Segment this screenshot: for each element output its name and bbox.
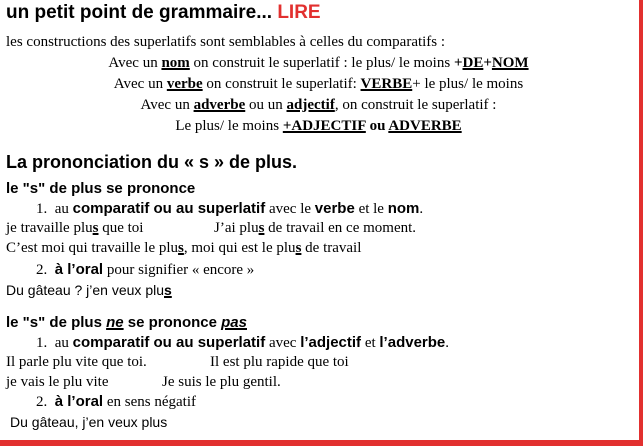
- s1-item1-g: .: [419, 201, 424, 217]
- rule-nom-nom: NOM: [491, 55, 529, 71]
- s2-item1-e: et: [361, 335, 380, 351]
- section2-example1-right: Il est plu rapide que toi: [210, 354, 349, 370]
- s2-item1-f: l’adverbe: [379, 334, 446, 351]
- s1-item1-b: comparatif ou au superlatif: [72, 200, 266, 217]
- rule-adv-u2: adjectif: [286, 97, 335, 113]
- s1-ex2-b: , moi qui est le plu: [183, 240, 296, 256]
- s1-item1-d: verbe: [314, 200, 355, 217]
- s2-item1-d: l’adjectif: [300, 334, 362, 351]
- s2-item1-b: comparatif ou au superlatif: [72, 334, 266, 351]
- s1-ex1-d: de travail en ce moment.: [264, 220, 417, 236]
- s2-pas: pas: [221, 314, 247, 331]
- section1-example1-right: [214, 220, 416, 237]
- section1-example2: [6, 240, 361, 257]
- rule-adv-a: Avec un: [140, 97, 194, 113]
- s1-item2-b: pour signifier « encore »: [103, 262, 255, 278]
- rule-adverbe: [0, 97, 637, 114]
- s2-item2-a: à l’oral: [54, 393, 104, 410]
- rule-adj-ou: ou: [365, 118, 389, 134]
- rule-nom-plus1: +: [453, 55, 463, 71]
- s2-item1-g: .: [445, 335, 450, 351]
- s1-ex2-c: de travail: [301, 240, 362, 256]
- rule-adj-adv: ADVERBE: [388, 118, 462, 134]
- rule-adjectif: [0, 118, 637, 135]
- s1-item1-e: et le: [354, 201, 388, 217]
- s2-title-b: se prononce: [123, 314, 222, 331]
- s1-ex2-s2: s: [295, 240, 302, 256]
- s1-ex3-a: Du gâteau ? j’en veux plu: [6, 282, 164, 298]
- section2-item2: [36, 393, 196, 411]
- s1-item1-f: nom: [387, 200, 420, 217]
- title-text: un petit point de grammaire...: [6, 2, 273, 23]
- page-title: [6, 2, 321, 24]
- rule-nom-b: on construit le superlatif : le plus/ le moins: [189, 55, 454, 71]
- s1-ex1-b: que toi: [98, 220, 144, 236]
- s2-title-a: le "s" de plus: [6, 314, 107, 331]
- rule-verbe-b: on construit le superlatif:: [202, 76, 361, 92]
- rule-nom-de: DE: [462, 55, 484, 71]
- rule-verbe-u1: verbe: [166, 76, 203, 92]
- section-heading: La prononciation du « s » de plus.: [6, 152, 298, 172]
- rule-adv-c: , on construit le superlatif :: [334, 97, 497, 113]
- s2-ne: ne: [106, 314, 124, 331]
- s1-item1-num: 1.: [36, 201, 48, 217]
- rule-nom: [0, 55, 637, 72]
- section1-item1: [36, 200, 423, 218]
- section1-title: le "s" de plus se prononce: [6, 180, 196, 197]
- s1-item1-a: au: [54, 201, 73, 217]
- s1-item1-c: avec le: [265, 201, 315, 217]
- rule-nom-a: Avec un: [108, 55, 162, 71]
- s1-ex1-s2: s: [258, 220, 265, 236]
- section2-item1: [36, 334, 449, 352]
- s1-ex2-s: s: [178, 240, 184, 256]
- section1-item2: [36, 261, 254, 279]
- s1-ex1-c: J’ai plu: [214, 220, 259, 236]
- rule-nom-plus2: +: [483, 55, 492, 71]
- rule-verbe-verbe: VERBE: [360, 76, 413, 92]
- section2-title: [6, 314, 247, 331]
- rule-adj-adj: +ADJECTIF: [282, 118, 366, 134]
- s1-item2-a: à l’oral: [54, 261, 104, 278]
- rule-adv-b: ou un: [245, 97, 287, 113]
- intro-text: les constructions des superlatifs sont semblables à celles du comparatifs :: [6, 34, 446, 50]
- s1-item2-num: 2.: [36, 262, 48, 278]
- rule-verbe-c: + le plus/ le moins: [412, 76, 524, 92]
- title-highlight: LIRE: [277, 2, 321, 23]
- section2-example3: Du gâteau, j’en veux plus: [10, 414, 168, 430]
- section2-example2-right: Je suis le plu gentil.: [162, 374, 281, 390]
- section2-example2-left: je vais le plu vite: [6, 374, 109, 390]
- s2-item2-num: 2.: [36, 394, 48, 410]
- s1-ex2-a: C’est moi qui travaille le plu: [6, 240, 179, 256]
- s2-item2-b: en sens négatif: [103, 394, 196, 410]
- section1-example3: [6, 282, 172, 298]
- s2-item1-num: 1.: [36, 335, 48, 351]
- section1-example1-left: [6, 220, 143, 237]
- rule-adv-u1: adverbe: [193, 97, 246, 113]
- rule-verbe-a: Avec un: [113, 76, 167, 92]
- s2-item1-a: au: [54, 335, 73, 351]
- s1-ex1-s: s: [92, 220, 99, 236]
- rule-nom-u1: nom: [161, 55, 190, 71]
- s2-item1-c: avec: [265, 335, 301, 351]
- rule-verbe: [0, 76, 637, 93]
- rule-adj-a: Le plus/ le moins: [175, 118, 283, 134]
- s1-ex1-a: je travaille plu: [6, 220, 93, 236]
- s1-ex3-s: s: [164, 282, 172, 298]
- section2-example1-left: Il parle plu vite que toi.: [6, 354, 147, 370]
